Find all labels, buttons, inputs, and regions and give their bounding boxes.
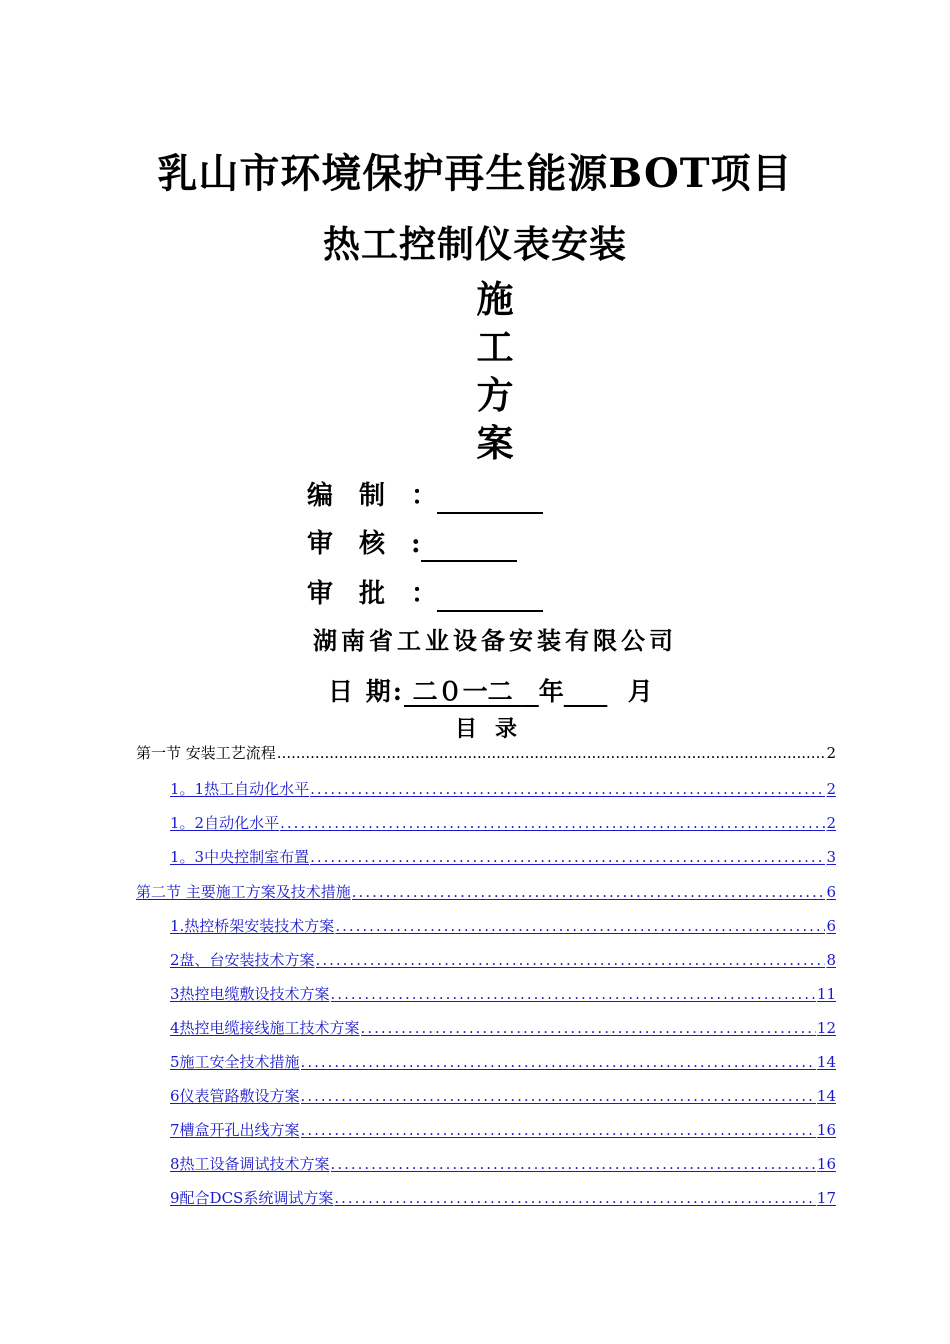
toc-entry-text: 6仪表管路敷设方案: [170, 1087, 300, 1105]
date-month-blank[interactable]: [564, 674, 628, 710]
signature-blank[interactable]: [437, 580, 543, 612]
toc-entry[interactable]: [136, 882, 836, 902]
document-title: 乳山市环境保护再生能源BOT项目: [157, 150, 793, 197]
toc-entry[interactable]: [170, 1154, 836, 1174]
toc-dot-leader: [301, 1052, 816, 1072]
vertical-title-char: 方: [476, 373, 514, 417]
company-name: 湖南省工业设备安装有限公司: [313, 626, 677, 655]
toc-entry[interactable]: [170, 1188, 836, 1208]
toc-entry[interactable]: [170, 779, 836, 799]
toc-entry-text: 1。3中央控制室布置: [170, 848, 310, 866]
signoff-approved: [307, 576, 543, 612]
toc-page-number: 2: [826, 780, 836, 798]
toc-entry-text: 9配合DCS系统调试方案: [170, 1189, 334, 1207]
toc-entry[interactable]: [170, 1086, 836, 1106]
date-year: 二０一二: [403, 677, 522, 706]
toc-entry[interactable]: [170, 916, 836, 936]
toc-page-number: 3: [826, 848, 836, 866]
toc-entry-text: 7槽盒开孔出线方案: [170, 1121, 300, 1139]
toc-entry: [136, 743, 836, 763]
toc-page-number: 17: [816, 1189, 836, 1207]
toc-dot-leader: [331, 984, 816, 1004]
toc-entry-text: 1。2自动化水平: [170, 814, 280, 832]
toc-dot-leader: [334, 1188, 816, 1208]
toc-page-number: 2: [826, 744, 836, 762]
toc-dot-leader: [335, 916, 825, 936]
vertical-title-char: 施: [476, 277, 514, 321]
toc-entry-text: 8热工设备调试技术方案: [170, 1155, 330, 1173]
signoff-label: 审批: [307, 579, 412, 609]
toc-entry[interactable]: [170, 1052, 836, 1072]
date-label: 日 期:: [328, 677, 404, 706]
toc-page-number: 8: [826, 951, 836, 969]
signature-blank[interactable]: [437, 482, 543, 514]
toc-entry-text: 1。1热工自动化水平: [170, 780, 310, 798]
signoff-compiled: [307, 478, 543, 514]
toc-entry-text: 5施工安全技术措施: [170, 1053, 300, 1071]
toc-page-number: 6: [826, 883, 836, 901]
toc-entry-text: 1.热控桥架安装技术方案: [170, 917, 335, 935]
toc-page-number: 14: [816, 1087, 836, 1105]
signoff-colon: :: [411, 529, 421, 559]
toc-entry[interactable]: [170, 813, 836, 833]
signoff-colon: ：: [411, 579, 438, 609]
toc-dot-leader: [361, 1018, 816, 1038]
toc-title: 目录: [454, 716, 535, 742]
toc-dot-leader: [331, 1154, 816, 1174]
vertical-title-char: 工: [476, 325, 514, 369]
toc-entry[interactable]: [170, 847, 836, 867]
toc-entry[interactable]: [170, 950, 836, 970]
toc-page-number: 16: [816, 1155, 836, 1173]
toc-page-number: 6: [826, 917, 836, 935]
toc-dot-leader: [310, 779, 825, 799]
toc-entry-text: 3热控电缆敷设技术方案: [170, 985, 330, 1003]
toc-entry[interactable]: [170, 1018, 836, 1038]
toc-dot-leader: [280, 813, 825, 833]
toc-dot-leader: [301, 1120, 816, 1140]
toc-entry-text: 4热控电缆接线施工技术方案: [170, 1019, 360, 1037]
toc-dot-leader: [352, 882, 826, 902]
signoff-reviewed: [307, 526, 517, 562]
toc-page-number: 12: [816, 1019, 836, 1037]
vertical-title-char: 案: [476, 421, 514, 465]
date-month-suffix: 月: [627, 677, 653, 706]
document-subtitle: 热工控制仪表安装: [323, 222, 627, 266]
toc-page-number: 2: [826, 814, 836, 832]
toc-dot-leader: [316, 950, 826, 970]
toc-entry-text: 第一节 安装工艺流程: [136, 744, 276, 762]
toc-entry[interactable]: [170, 1120, 836, 1140]
toc-dot-leader: [301, 1086, 816, 1106]
toc-page-number: 14: [816, 1053, 836, 1071]
toc-dot-leader: [277, 743, 826, 763]
signoff-label: 编制: [307, 481, 412, 511]
signoff-label: 审核: [307, 529, 412, 559]
toc-page-number: 16: [816, 1121, 836, 1139]
toc-entry[interactable]: [170, 984, 836, 1004]
toc-entry-text: 2盘、台安装技术方案: [170, 951, 315, 969]
toc-page-number: 11: [816, 985, 836, 1003]
date-line: [328, 674, 653, 710]
toc-dot-leader: [310, 847, 825, 867]
signoff-colon: ：: [411, 481, 438, 511]
toc-entry-text: 第二节 主要施工方案及技术措施: [136, 883, 351, 901]
signature-blank[interactable]: [421, 530, 517, 562]
date-year-suffix: 年: [538, 677, 564, 706]
